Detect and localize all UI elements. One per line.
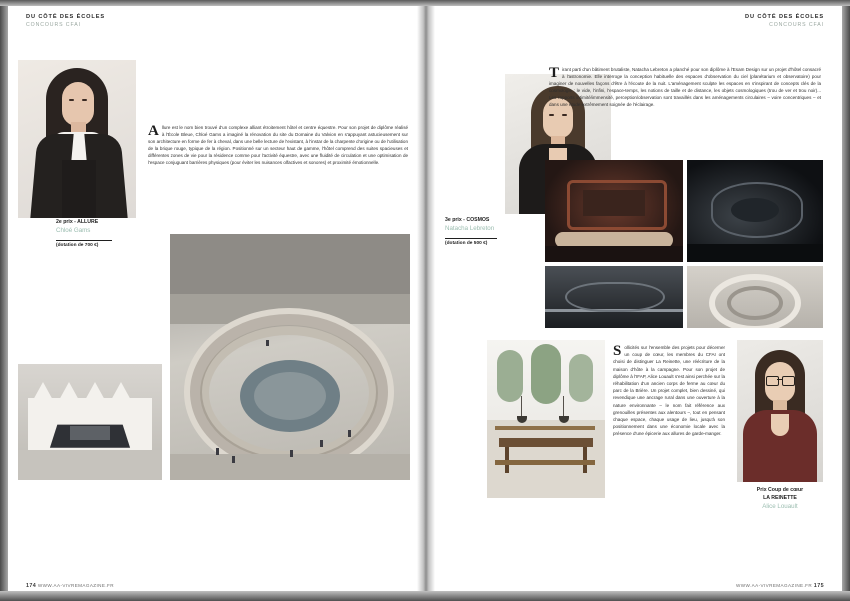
running-head-right [745,14,824,28]
caption-note-cosmos: (dotation de 500 €) [445,241,488,246]
folio-right-number: 175 [813,583,824,589]
scan-edge-top [0,0,850,6]
folio-right-url: WWW.AA-VIVREMAGAZINE.FR [736,583,813,588]
caption-rank-cosmos: 3e prix - COSMOS [445,217,490,223]
caption-rank-reinette: Prix Coup de cœur [756,487,804,493]
folio-left-url: WWW.AA-VIVREMAGAZINE.FR [37,583,114,588]
aerial-render-horseshoe-complex [170,234,410,480]
portrait-chloe-gams [18,60,136,218]
scan-edge-bottom [0,591,850,601]
caption-name-allure: Chloé Gams [56,227,91,234]
dropcap-cosmos: T [549,65,560,81]
article-text-allure: llure est le nom bien trouvé d'un complexe alliant étroitement hôtel et centre équestre. Pour son projet de diplôme réalisé à l'École Bleue, Chloé Gams a imaginé la rénovation du site du Domaine du Valvion en s'appuyant astucieusement sur son architecture en forme de fer à cheval, dans une belle lecture de l'existant, à l'instar de la charpente d'origine ou de l'utilisation de la brique rouge, typique de la région. Positionné sur un secteur haut de gamme, l'hôtel comprend des suites spacieuses et différentes zones de vie pour la résidence comme pour l'activité équestre, avec une fluidité de circulation et une optimisation de l'espace conjuguant barrières physiques (pour éviter les nuisances olfactives et sonores) et proximité émotionnelle. [148,125,408,166]
render-cosmos-observatory-dark [687,160,823,262]
caption-rule-cosmos [445,238,497,239]
caption-rule-allure [56,240,112,241]
caption-title-reinette: LA REINETTE [763,495,797,501]
render-reinette-dining-table [487,340,605,498]
caption-name-cosmos: Natacha Lebreton [445,225,495,232]
running-head-line1: DU CÔTÉ DES ÉCOLES [26,14,105,20]
model-photo-interior-white [18,364,162,480]
left-page [8,0,425,601]
right-page [427,0,842,601]
running-head-left [26,14,105,28]
folio-left-number: 174 [26,583,37,589]
article-text-reinette: ollicités sur l'ensemble des projets pour décerner un coup de cœur, les membres du CFAI ont choisi de distinguer La Reinette, une réécriture de la maison d'hôte à la campagne. Pour son projet de diplôme à l'IFAP, Alice Louault s'est ainsi perchée sur la réhabilitation d'un ancien corps de ferme au cœur du parc de la Brière. Un projet complet, bien dessiné, qui revendique une ancrage rural dans une ouverture à la nature environnante – le nom fait référence aux grenouilles présentes aux alentours –, tout en pensant chaque espace, chaque usage de lieu, jusqu'à son positionnement dans une économie locale avec la présence d'une épicerie aux allures de garde-manger. [613,345,725,437]
render-cosmos-circular-plan [687,266,823,328]
scan-edge-left [0,0,8,601]
folio-left [26,583,114,589]
scan-edge-right [842,0,850,601]
dropcap-allure: A [148,123,159,139]
render-cosmos-wide-panorama [545,266,683,328]
running-head-right-line1: DU CÔTÉ DES ÉCOLES [745,14,824,20]
caption-allure [56,218,176,250]
article-body-reinette [613,344,725,438]
running-head-line2: CONCOURS CFAI [26,22,81,28]
article-text-cosmos: irant parti d'un bâtiment brutaliste, Natacha Lebreton a planché pour son diplôme à l'Esam Design sur un projet d'hôtel consacré à l'astronomie. Elle interroge la conception habituelle des espaces d'observation du ciel (planétarium et observatoire) pour imaginer de nouvelles façons d'être à l'écoute de la nuit. L'aménagement sculpte les espaces en s'inspirant de concepts clés de la cosmologie : le vide, l'infini, l'espace-temps, les notions de taille et de distance, les objets cosmologiques (trou de ver et trou noir)... Les rapports intimité/immensité, perception/observation sont travaillés dans les aménagements circulaires – voire concentriques – et dans une étude extrêmement soignée de l'éclairage. [549,67,821,108]
folio-right [736,583,824,589]
article-body-cosmos [549,66,821,109]
running-head-right-line2: CONCOURS CFAI [769,22,824,28]
portrait-alice-louault [737,340,823,482]
dropcap-reinette: S [613,343,622,359]
article-body-allure [148,124,408,167]
render-cosmos-lounge-red [545,160,683,262]
caption-reinette [723,486,837,511]
caption-name-reinette: Alice Louault [762,503,798,510]
caption-cosmos [445,216,555,248]
caption-note-allure: (dotation de 700 €) [56,243,99,248]
caption-rank-allure: 2e prix - ALLURE [56,219,99,225]
